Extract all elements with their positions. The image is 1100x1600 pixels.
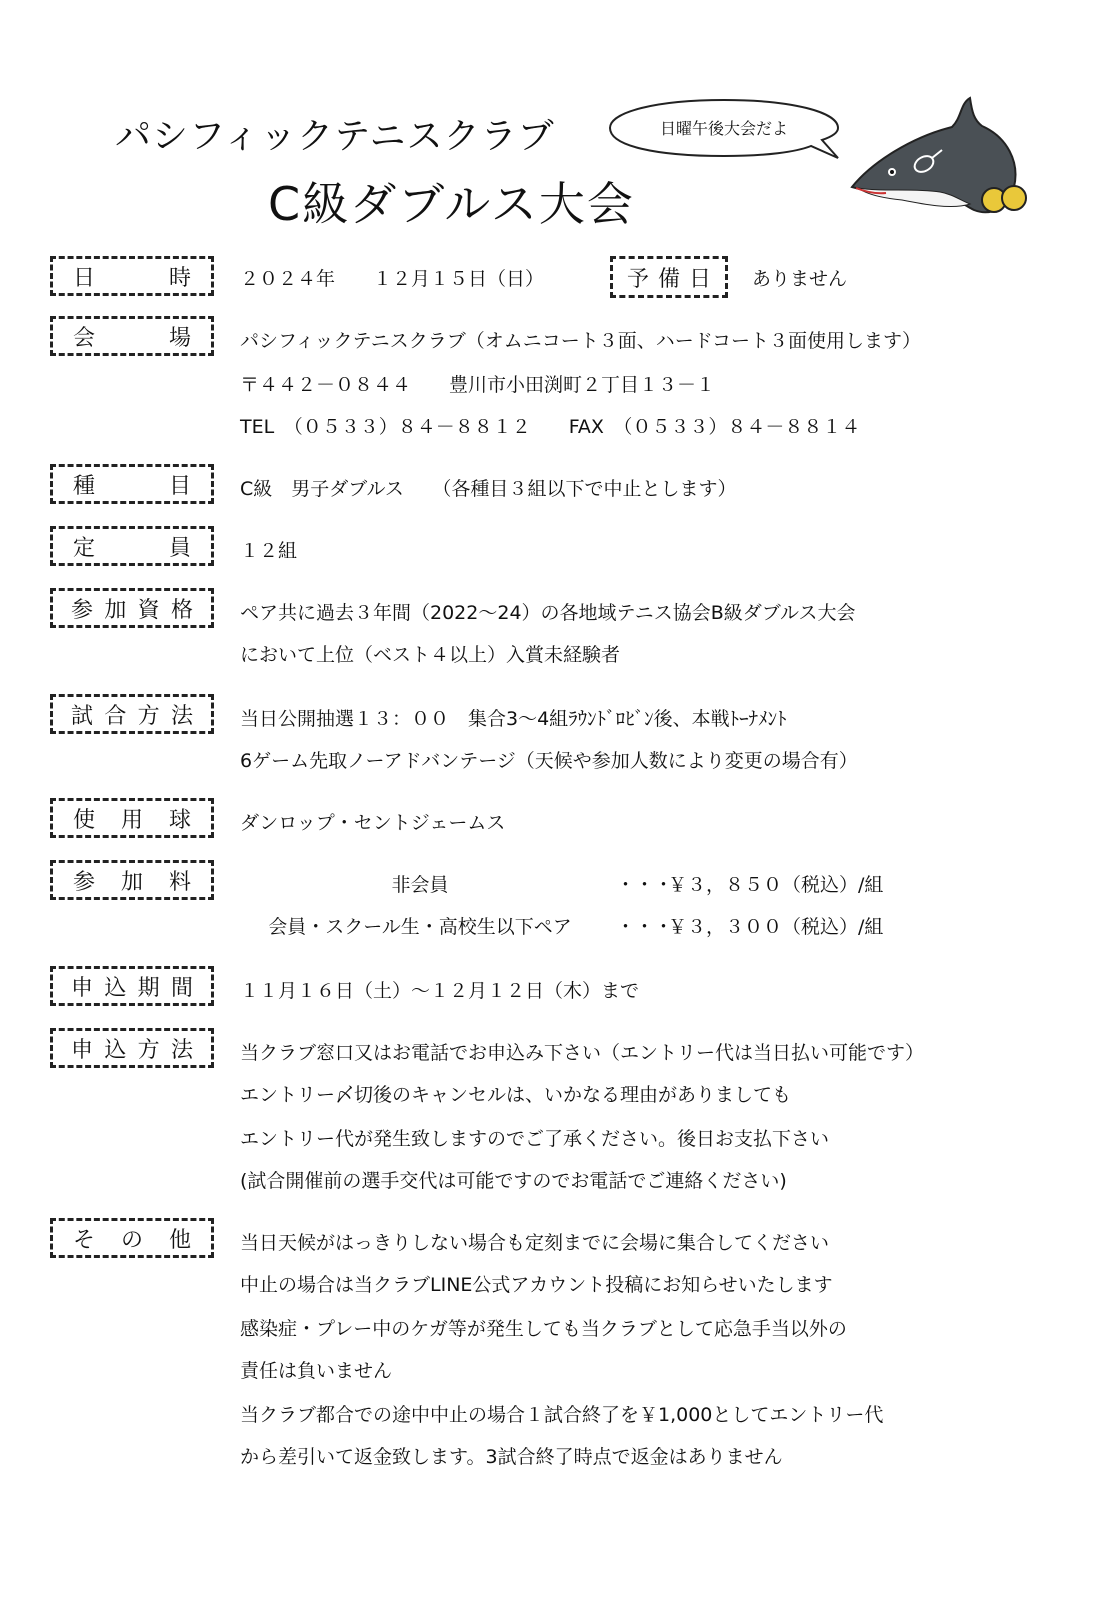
fee-price: ￥３，３００（税込）/組 — [668, 916, 884, 938]
other-line: 当日天候がはっきりしない場合も定刻までに会場に集合してください — [240, 1232, 830, 1254]
label-fee: 参 加 料 — [50, 860, 214, 900]
fee-who: 非会員 — [391, 874, 449, 896]
other-line: 感染症・プレー中のケガ等が発生しても当クラブとして応急手当以外の — [240, 1318, 847, 1340]
other-line: から差引いて返金致します。3試合終了時点で返金はありません — [240, 1446, 783, 1468]
label-format: 試 合 方 法 — [50, 694, 214, 734]
method-line: エントリー〆切後のキャンセルは、いかなる理由がありましても — [240, 1084, 792, 1106]
other-line: 責任は負いません — [240, 1360, 393, 1382]
ball-value: ダンロップ・セントジェームス — [240, 812, 506, 834]
other-line: 当クラブ都合での途中中止の場合１試合終了を￥1,000としてエントリー代 — [240, 1404, 884, 1426]
label-eligibility: 参 加 資 格 — [50, 588, 214, 628]
other-line: 中止の場合は当クラブLINE公式アカウント投稿にお知らせいたします — [240, 1274, 833, 1296]
category-value: C級 男子ダブルス （各種目３組以下で中止とします） — [240, 478, 737, 500]
fee-who: 会員・スクール生・高校生以下ペア — [268, 916, 572, 938]
fee-price: ￥３，８５０（税込）/組 — [668, 874, 884, 896]
dolphin-mascot-icon — [842, 92, 1042, 222]
label-category: 種 目 — [50, 464, 214, 504]
eligibility-line: ペア共に過去３年間（2022～24）の各地域テニス協会B級ダブルス大会 — [240, 602, 856, 624]
label-venue: 会 場 — [50, 316, 214, 356]
label-capacity: 定 員 — [50, 526, 214, 566]
fee-dots: ・・・ — [616, 916, 674, 938]
reserve-day-value: ありません — [752, 268, 848, 290]
label-application-period: 申 込 期 間 — [50, 966, 214, 1006]
format-line: 当日公開抽選１３：００ 集合3～4組ﾗｳﾝﾄﾞﾛﾋﾞﾝ後、本戦ﾄｰﾅﾒﾝﾄ — [240, 708, 787, 730]
label-ball: 使 用 球 — [50, 798, 214, 838]
venue-line: パシフィックテニスクラブ（オムニコート３面、ハードコート３面使用します） — [240, 330, 921, 352]
fee-dots: ・・・ — [616, 874, 674, 896]
eligibility-line: において上位（ベスト４以上）入賞未経験者 — [240, 644, 621, 666]
label-datetime: 日 時 — [50, 256, 214, 296]
venue-contact: TEL （０５３３）８４－８８１２ FAX （０５３３）８４－８８１４ — [240, 416, 861, 438]
label-reserve-day: 予 備 日 — [610, 256, 728, 298]
datetime-value: ２０２４年 １２月１５日（日） — [240, 268, 545, 290]
method-line: 当クラブ窓口又はお電話でお申込み下さい（エントリー代は当日払い可能です） — [240, 1042, 925, 1064]
club-name: パシフィックテニスクラブ — [115, 116, 555, 157]
label-other: そ の 他 — [50, 1218, 214, 1258]
application-period-value: １１月１６日（土）～１２月１２日（木）まで — [240, 980, 640, 1002]
venue-address: 〒４４２－０８４４ 豊川市小田渕町２丁目１３－１ — [240, 374, 716, 396]
speech-bubble-text: 日曜午後大会だよ — [659, 119, 788, 138]
event-title: C級ダブルス大会 — [268, 177, 635, 231]
label-application-method: 申 込 方 法 — [50, 1028, 214, 1068]
method-line: (試合開催前の選手交代は可能ですのでお電話でご連絡ください) — [240, 1170, 787, 1192]
format-line: 6ゲーム先取ノーアドバンテージ（天候や参加人数により変更の場合有） — [240, 750, 858, 772]
capacity-value: １２組 — [240, 540, 298, 562]
method-line: エントリー代が発生致しますのでご了承ください。後日お支払下さい — [240, 1128, 830, 1150]
